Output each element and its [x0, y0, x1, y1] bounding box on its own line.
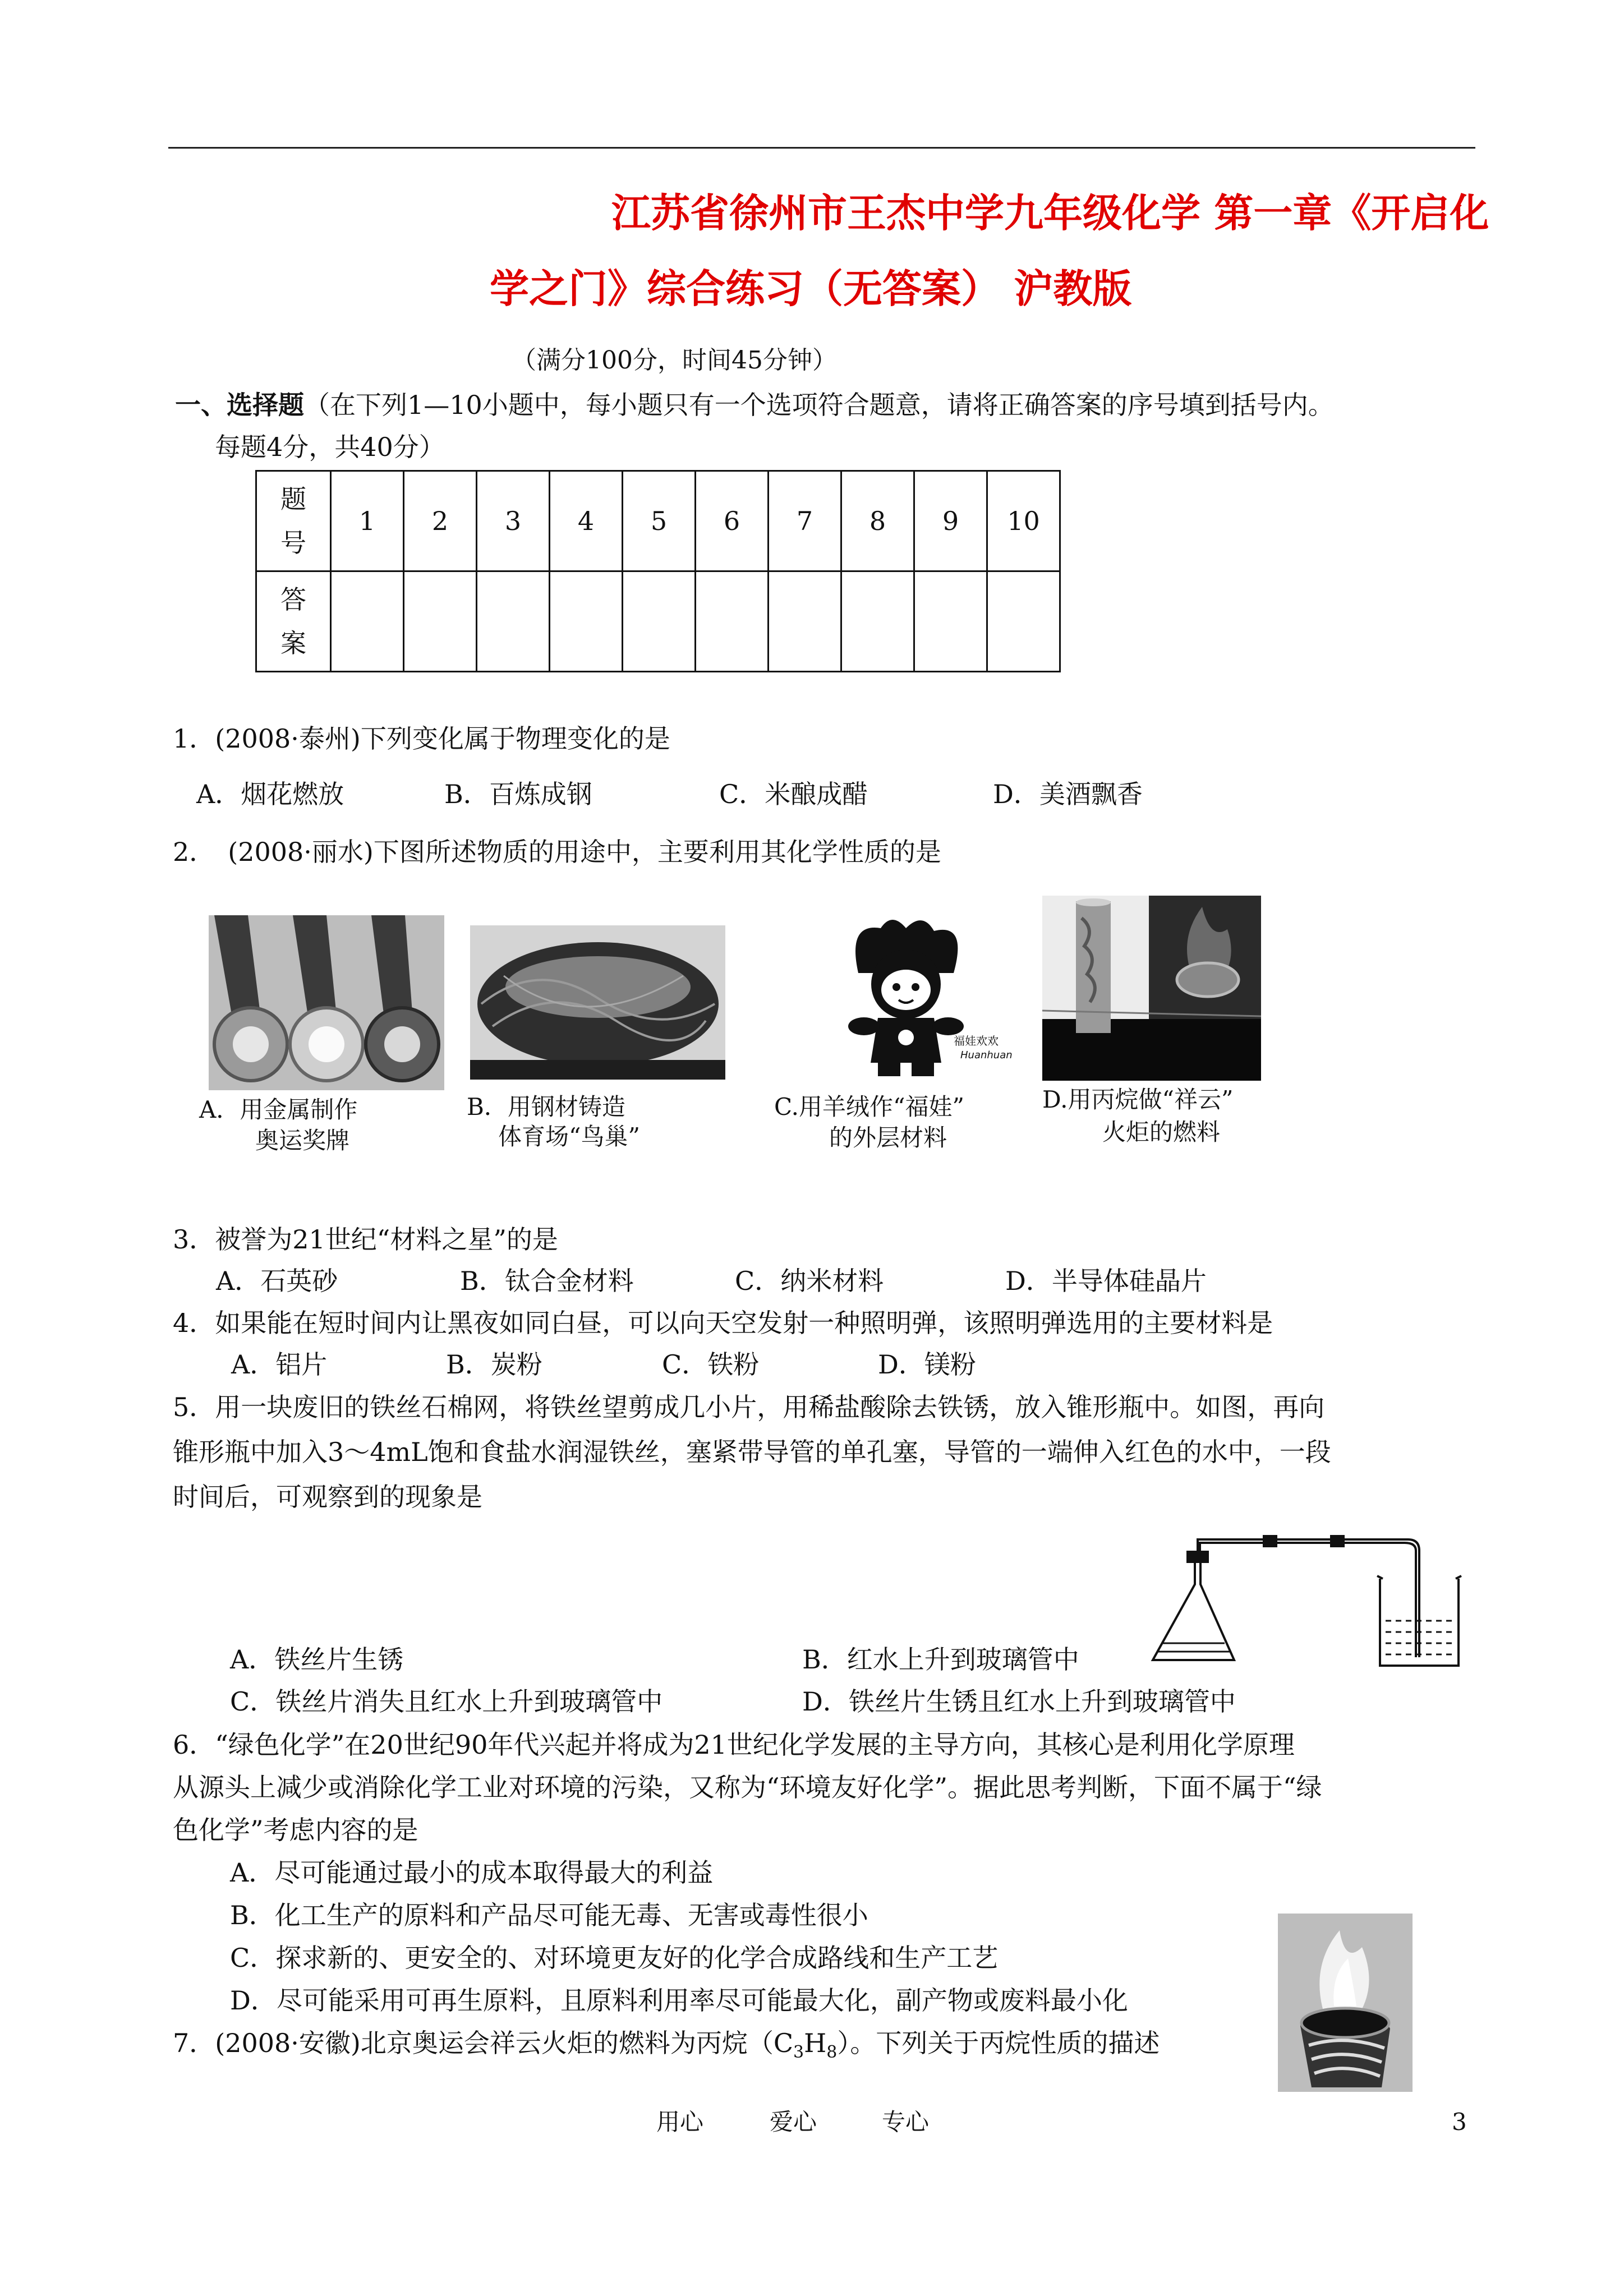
answer-cell[interactable] — [841, 571, 914, 672]
answer-cell[interactable] — [477, 571, 550, 672]
answer-cell[interactable] — [987, 571, 1060, 672]
question-3-option-c: C．纳米材料 — [735, 1266, 884, 1296]
question-6-option-a: A．尽可能通过最小的成本取得最大的利益 — [230, 1857, 714, 1888]
question-4-stem: 4．如果能在短时间内让黑夜如同白昼，可以向天空发射一种照明弹，该照明弹选用的主要材料是 — [173, 1308, 1273, 1338]
table-cell-number: 7 — [769, 471, 841, 571]
question-5-option-c: C．铁丝片消失且红水上升到玻璃管中 — [230, 1686, 663, 1717]
question-5-option-d: D．铁丝片生锈且红水上升到玻璃管中 — [802, 1686, 1236, 1717]
answer-table — [255, 470, 1061, 672]
question-6-option-b: B．化工生产的原料和产品尽可能无毒、无害或毒性很小 — [230, 1900, 868, 1930]
question-6-option-d: D．尽可能采用可再生原料，且原料利用率尽可能最大化，副产物或废料最小化 — [230, 1985, 1128, 2016]
question-6-line-3: 色化学”考虑内容的是 — [173, 1815, 418, 1845]
section-1-heading: 一、选择题 — [175, 390, 304, 420]
title-line-2: 学之门》综合练习（无答案） 沪教版 — [490, 266, 1132, 312]
question-1-stem: 1．(2008·泰州)下列变化属于物理变化的是 — [173, 723, 670, 754]
page-number: 3 — [1452, 2108, 1467, 2136]
section-1-instruction: （在下列1—10小题中，每小题只有一个选项符合题意，请将正确答案的序号填到括号内。 — [304, 390, 1334, 420]
question-5-line-1: 5．用一块废旧的铁丝石棉网，将铁丝望剪成几小片，用稀盐酸除去铁锈，放入锥形瓶中。如图，再向 — [173, 1392, 1325, 1422]
question-5-option-a: A．铁丝片生锈 — [230, 1644, 404, 1675]
torch-flame-image — [1278, 1914, 1413, 2092]
answer-cell[interactable] — [696, 571, 769, 672]
birds-nest-stadium-image — [470, 925, 725, 1080]
table-row-label-answer: 答 案 — [256, 571, 331, 672]
image-d-caption-line-2: 火炬的燃料 — [1102, 1118, 1221, 1146]
table-cell-number: 4 — [550, 471, 623, 571]
xiangyun-torch-image — [1042, 896, 1261, 1081]
question-1-option-c: C．米酿成醋 — [719, 779, 868, 809]
question-3-option-a: A．石英砂 — [216, 1266, 338, 1296]
exam-subtitle: （满分100分，时间45分钟） — [512, 346, 837, 375]
table-cell-number: 10 — [987, 471, 1060, 571]
image-a-caption-line-1: A．用金属制作 — [199, 1096, 358, 1123]
question-1-option-a: A．烟花燃放 — [196, 779, 344, 809]
question-4-option-d: D．镁粉 — [878, 1349, 976, 1380]
image-b-caption-line-2: 体育场“鸟巢” — [498, 1123, 640, 1150]
question-6-line-1: 6．“绿色化学”在20世纪90年代兴起并将成为21世纪化学发展的主导方向，其核心是利用化学原理 — [173, 1730, 1295, 1760]
table-cell-number: 6 — [696, 471, 769, 571]
image-b-caption-line-1: B．用钢材铸造 — [467, 1093, 625, 1121]
header-rule — [168, 147, 1475, 149]
answer-cell[interactable] — [331, 571, 404, 672]
table-cell-number: 2 — [404, 471, 477, 571]
question-3-option-d: D．半导体硅晶片 — [1005, 1266, 1207, 1296]
footer-word-3: 专心 — [882, 2108, 930, 2136]
question-1-option-d: D．美酒飘香 — [993, 779, 1143, 809]
question-5-option-b: B．红水上升到玻璃管中 — [802, 1644, 1079, 1675]
mascot-name-pinyin: Huanhuan — [960, 1049, 1013, 1061]
question-6-line-2: 从源头上减少或消除化学工业对环境的污染，又称为“环境友好化学”。据此思考判断，下面不属于“绿 — [173, 1772, 1322, 1802]
question-2-stem: 2． (2008·丽水)下图所述物质的用途中，主要利用其化学性质的是 — [173, 837, 941, 867]
table-row-label-number: 题 号 — [256, 471, 331, 571]
table-cell-number: 5 — [623, 471, 696, 571]
answer-cell[interactable] — [914, 571, 987, 672]
image-a-caption-line-2: 奥运奖牌 — [255, 1127, 350, 1154]
image-d-caption-line-1: D.用丙烷做“祥云” — [1042, 1086, 1234, 1113]
table-cell-number: 8 — [841, 471, 914, 571]
mascot-name-chinese: 福娃欢欢 — [954, 1034, 999, 1048]
answer-cell[interactable] — [404, 571, 477, 672]
answer-cell[interactable] — [550, 571, 623, 672]
table-cell-number: 1 — [331, 471, 404, 571]
image-c-caption-line-1: C.用羊绒作“福娃” — [774, 1093, 964, 1121]
question-4-option-a: A．铝片 — [231, 1349, 328, 1380]
flask-beaker-apparatus-diagram — [1142, 1517, 1478, 1674]
question-1-option-b: B．百炼成钢 — [444, 779, 592, 809]
question-4-option-b: B．炭粉 — [446, 1349, 542, 1380]
image-c-caption-line-2: 的外层材料 — [829, 1124, 947, 1151]
answer-cell[interactable] — [623, 571, 696, 672]
section-1-instruction-2: 每题4分，共40分） — [215, 432, 445, 462]
footer-word-2: 爱心 — [770, 2108, 817, 2136]
title-line-1: 江苏省徐州市王杰中学九年级化学 第一章《开启化 — [611, 190, 1489, 236]
question-3-stem: 3．被誉为21世纪“材料之星”的是 — [173, 1224, 558, 1255]
answer-cell[interactable] — [769, 571, 841, 672]
olympic-medals-image — [209, 915, 444, 1090]
question-3-option-b: B．钛合金材料 — [460, 1266, 634, 1296]
question-7-stem: 7．(2008·安徽)北京奥运会祥云火炬的燃料为丙烷$(C_3H_8)$。下列关于丙烷性质的描述 — [173, 2028, 1160, 2063]
section-1-line — [175, 389, 1334, 421]
question-4-option-c: C．铁粉 — [662, 1349, 760, 1380]
table-cell-number: 3 — [477, 471, 550, 571]
question-6-option-c: C．探求新的、更安全的、对环境更友好的化学合成路线和生产工艺 — [230, 1943, 999, 1973]
question-5-line-3: 时间后，可观察到的现象是 — [173, 1482, 482, 1512]
table-cell-number: 9 — [914, 471, 987, 571]
question-5-line-2: 锥形瓶中加入3～4mL饱和食盐水润湿铁丝，塞紧带导管的单孔塞，导管的一端伸入红色的水中，一段 — [173, 1437, 1331, 1467]
footer-word-1: 用心 — [656, 2108, 704, 2136]
